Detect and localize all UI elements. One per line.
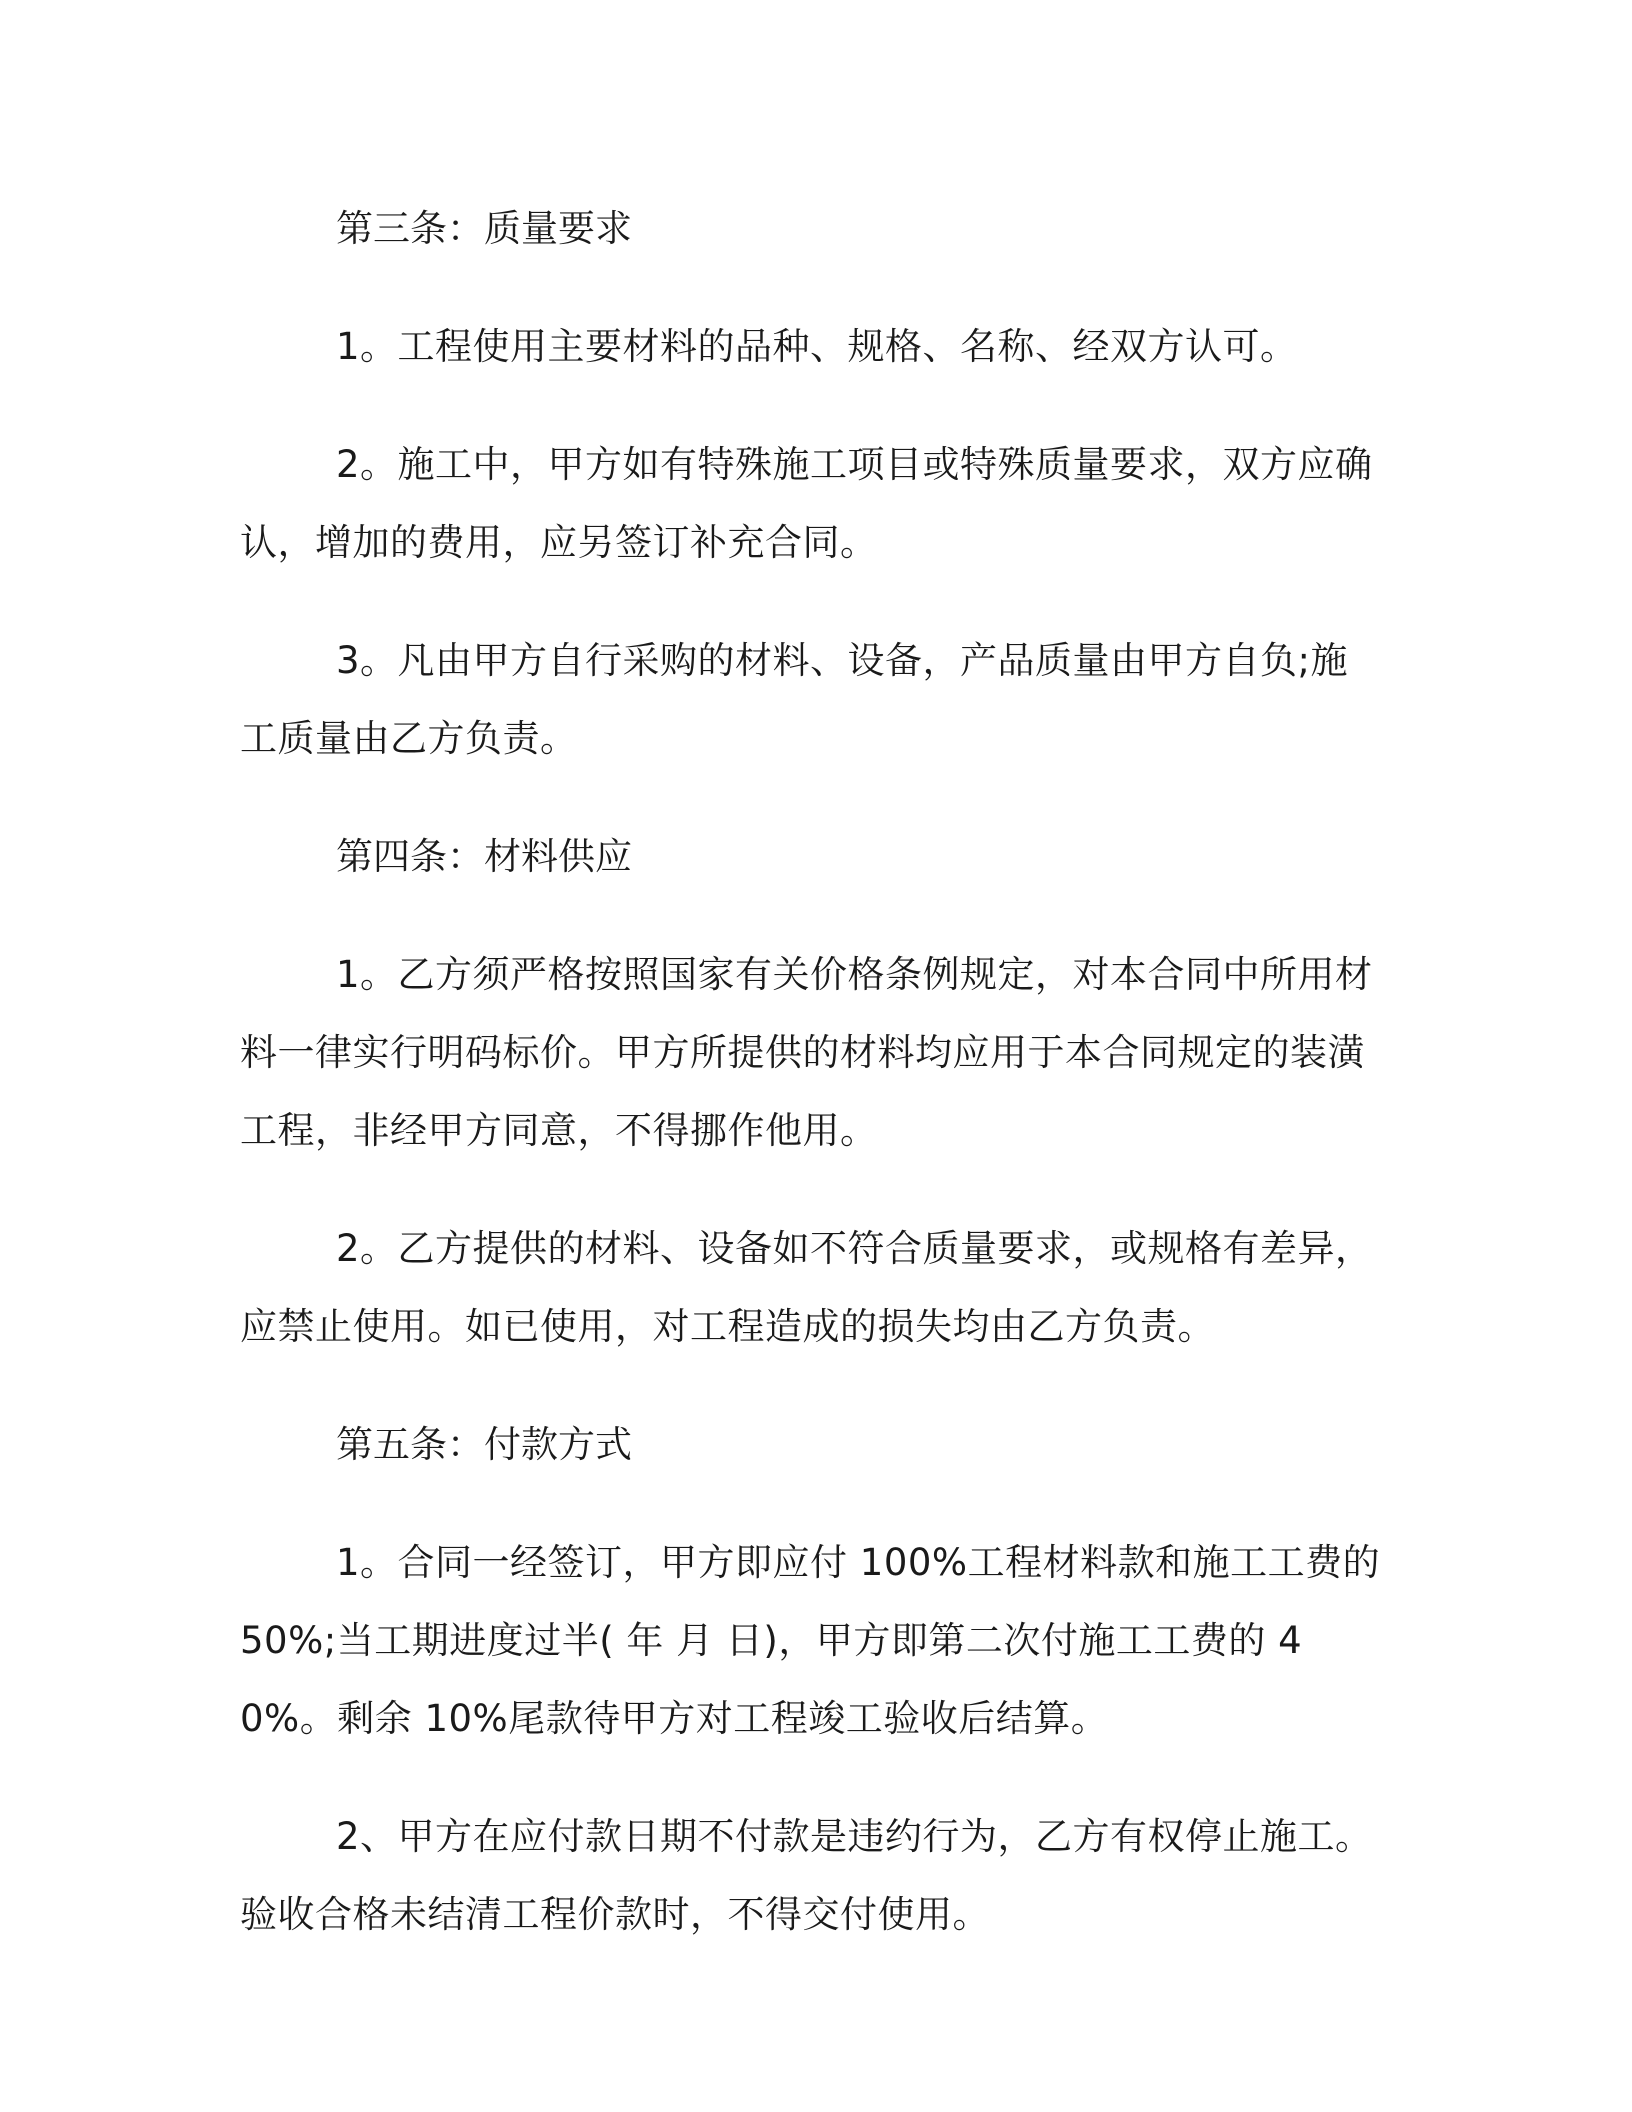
paragraph: 1。工程使用主要材料的品种、规格、名称、经双方认可。 <box>336 325 1298 368</box>
paragraph: 1。合同一经签订，甲方即应付 100%工程材料款和施工工费的 50%;当工期进度过半( 年 月 日)，甲方即第二次付施工工费的 40%。剩余 10%尾款待甲方对工程竣工验收后结算。 <box>240 1541 1381 1740</box>
section-heading: 第四条：材料供应 <box>336 835 632 878</box>
section-heading: 第五条：付款方式 <box>336 1423 632 1466</box>
paragraph: 1。乙方须严格按照国家有关价格条例规定，对本合同中所用材料一律实行明码标价。甲方所提供的材料均应用于本合同规定的装潢工程，非经甲方同意，不得挪作他用。 <box>240 953 1373 1152</box>
section-heading: 第三条：质量要求 <box>336 207 632 250</box>
paragraph: 2、甲方在应付款日期不付款是违约行为，乙方有权停止施工。验收合格未结清工程价款时，不得交付使用。 <box>240 1815 1373 1936</box>
paragraph: 2。乙方提供的材料、设备如不符合质量要求，或规格有差异，应禁止使用。如已使用，对工程造成的损失均由乙方负责。 <box>240 1227 1373 1348</box>
paragraph: 3。凡由甲方自行采购的材料、设备，产品质量由甲方自负;施工质量由乙方负责。 <box>240 639 1349 760</box>
paragraph: 2。施工中，甲方如有特殊施工项目或特殊质量要求，双方应确认，增加的费用，应另签订补充合同。 <box>240 443 1373 564</box>
document-body <box>240 190 1385 1994</box>
